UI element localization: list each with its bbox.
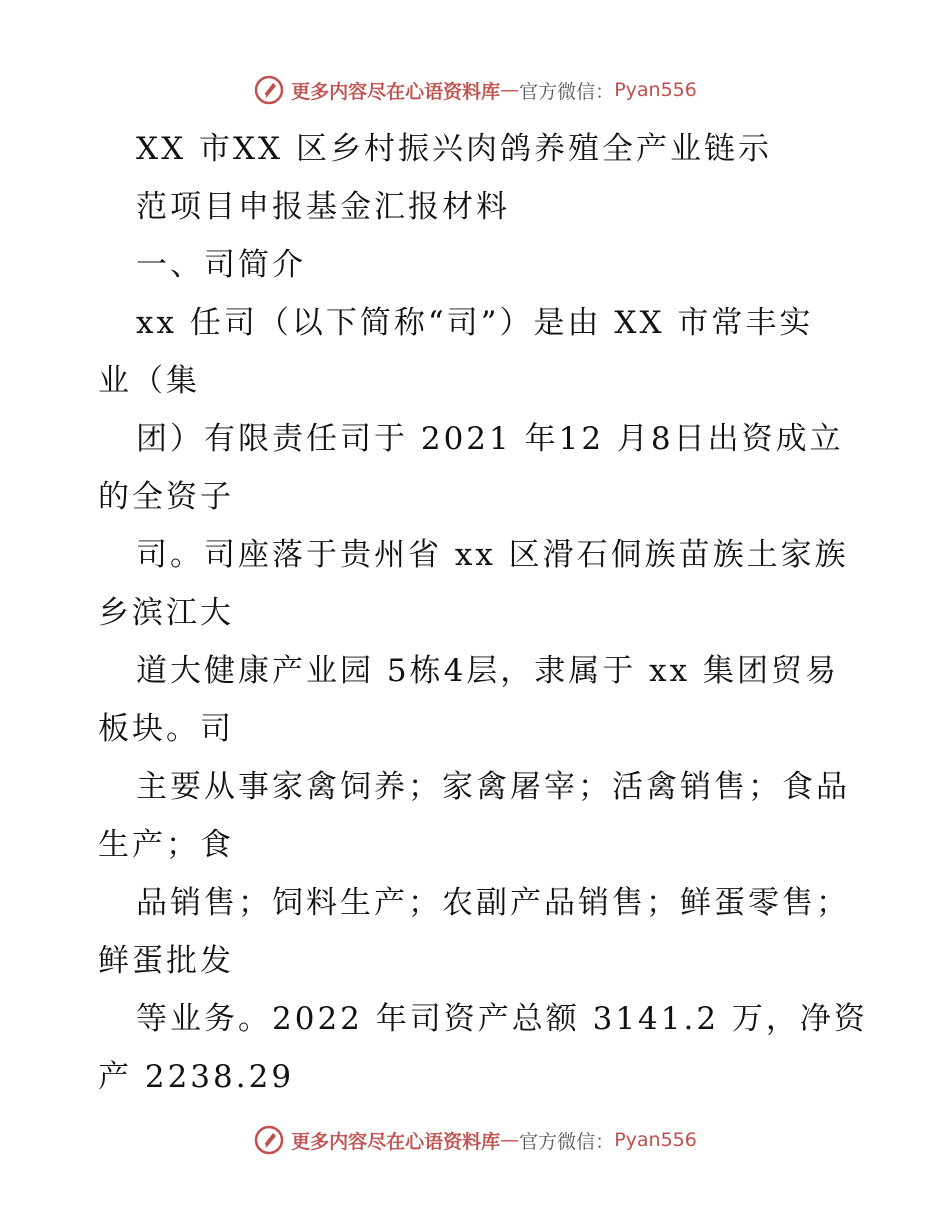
document-line: 业（集 <box>98 363 200 399</box>
document-line: 等业务。2022 年司资产总额 3141.2 万，净资 <box>136 1001 868 1037</box>
document-line: 鲜蛋批发 <box>98 943 234 979</box>
document-line: xx 任司（以下简称“司”）是由 XX 市常丰实 <box>136 305 814 341</box>
document-line: 司。司座落于贵州省 xx 区滑石侗族苗族土家族 <box>136 537 849 573</box>
banner-title: 更多内容尽在心语资料库 <box>291 80 501 103</box>
footer-banner <box>0 1120 950 1160</box>
banner-contact-label: 官方微信： <box>519 1130 615 1153</box>
document-line: 板块。司 <box>98 711 234 747</box>
document-line: 一、司简介 <box>136 247 306 283</box>
document-line: 范项目申报基金汇报材料 <box>136 189 510 225</box>
banner-separator: — <box>500 79 520 101</box>
banner-contact-label: 官方微信： <box>519 80 615 103</box>
document-line: 的全资子 <box>98 479 234 515</box>
document-line: 品销售；饲料生产；农副产品销售；鲜蛋零售； <box>136 885 850 921</box>
document-line: 乡滨江大 <box>98 595 234 631</box>
brand-logo-icon <box>253 1124 285 1156</box>
banner-separator: — <box>500 1129 520 1151</box>
banner-contact-id: Pyan556 <box>614 1129 697 1151</box>
document-line: 生产；食 <box>98 827 234 863</box>
banner-title: 更多内容尽在心语资料库 <box>291 1130 501 1153</box>
banner-contact-id: Pyan556 <box>614 79 697 101</box>
document-line: 团）有限责任司于 2021 年12 月8日出资成立 <box>136 421 844 457</box>
document-line: 产 2238.29 <box>98 1059 295 1095</box>
document-line: 主要从事家禽饲养；家禽屠宰；活禽销售；食品 <box>136 769 850 805</box>
header-banner <box>0 70 950 110</box>
document-body <box>98 120 868 1106</box>
document-line: XX 市XX 区乡村振兴肉鸽养殖全产业链示 <box>136 131 772 167</box>
document-line: 道大健康产业园 5栋4层，隶属于 xx 集团贸易 <box>136 653 839 689</box>
brand-logo-icon <box>253 74 285 106</box>
